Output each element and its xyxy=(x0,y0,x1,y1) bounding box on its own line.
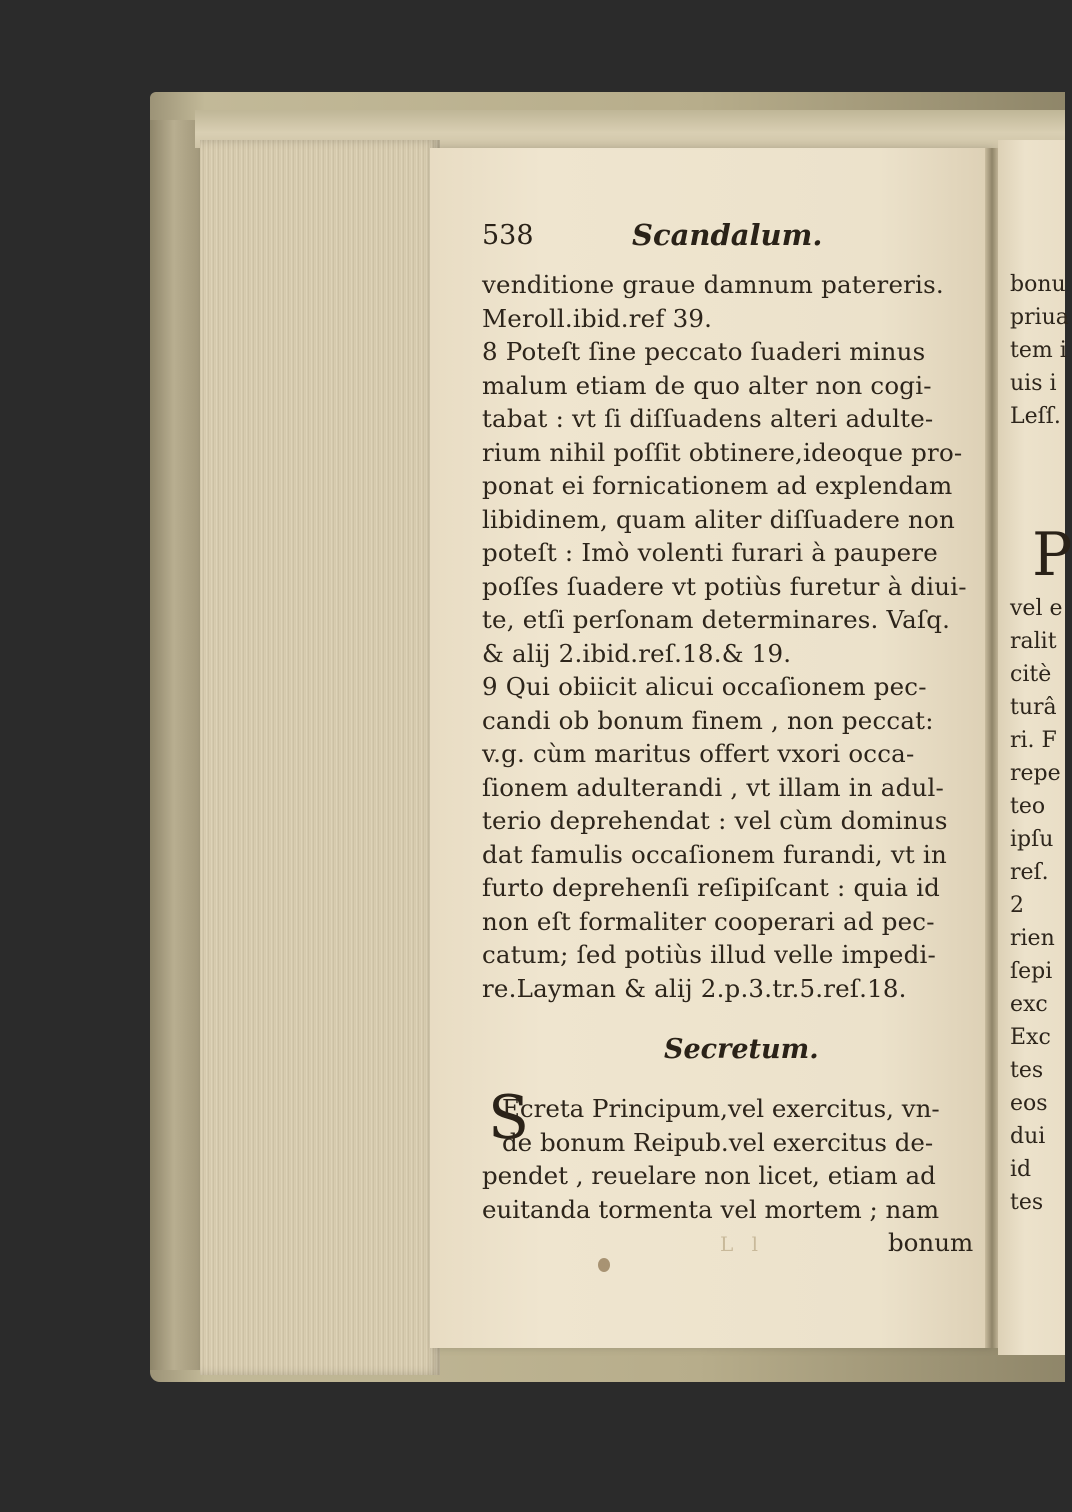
text-line: v.g. cùm maritus offert vxori occa- xyxy=(482,739,915,768)
text-line: dat famulis occaſionem furandi, vt in xyxy=(482,839,947,869)
right-page-drop-cap: P xyxy=(1032,520,1072,590)
right-page-fragment: id xyxy=(1010,1157,1032,1182)
right-page-fragment: uis i xyxy=(1010,371,1057,396)
text-line: venditione graue damnum patereris. xyxy=(482,270,944,299)
right-page-fragment: turâ xyxy=(1010,695,1057,720)
right-page-fragment: eos xyxy=(1010,1091,1048,1116)
text-line: catum; ſed potiùs illud velle impedi- xyxy=(482,940,937,969)
text-line: rium nihil poſſit obtinere,ideoque pro- xyxy=(482,437,963,467)
right-page-fragment: priua xyxy=(1010,305,1069,330)
catchword: bonum xyxy=(888,1228,974,1257)
signature-mark: L l xyxy=(720,1232,765,1256)
right-page-fragment: vel e xyxy=(1010,596,1063,621)
text-line: Ecreta Principum,vel exercitus, vn- xyxy=(502,1094,940,1123)
text-line: 9 Qui obiicit alicui occaſionem pec- xyxy=(482,672,927,701)
right-page-fragment: rien xyxy=(1010,926,1055,951)
right-page-fragment: reſ. xyxy=(1010,860,1049,885)
right-page-fragment: tem i xyxy=(1010,338,1067,363)
text-line: pendet , reuelare non licet, etiam ad xyxy=(482,1161,936,1190)
right-page-fragment: ipſu xyxy=(1010,827,1054,852)
text-line: libidinem, quam aliter diſſuadere non xyxy=(482,504,955,534)
text-line: poteſt : Imò volenti furari à paupere xyxy=(482,538,938,567)
right-page-fragment: teo xyxy=(1010,794,1046,819)
text-line: euitanda tormenta vel mortem ; nam xyxy=(482,1194,940,1224)
right-page-fragment: ri. F xyxy=(1010,728,1057,753)
text-line: tabat : vt ſi diſſuadens alteri adulte- xyxy=(482,404,934,433)
secretum-paragraph xyxy=(482,1092,982,1226)
drop-cap: S xyxy=(488,1083,530,1153)
text-line: de bonum Reipub.vel exercitus de- xyxy=(502,1127,934,1157)
right-page-fragment: Exc xyxy=(1010,1025,1051,1050)
text-line: & alij 2.ibid.reſ.18.& 19. xyxy=(482,638,792,668)
right-page-fragment: citè xyxy=(1010,662,1052,687)
page-fore-edge xyxy=(200,140,440,1375)
text-line: terio deprehendat : vel cùm dominus xyxy=(482,806,948,835)
book-gutter xyxy=(985,148,999,1348)
running-title: Scandalum. xyxy=(632,218,823,252)
text-line: poſſes ſuadere vt potiùs furetur à diui- xyxy=(482,571,967,601)
text-line: malum etiam de quo alter non cogi- xyxy=(482,370,932,400)
right-page-fragment: ſepi xyxy=(1010,959,1053,984)
right-page-fragment: tes xyxy=(1010,1190,1044,1215)
right-page-fragment: dui xyxy=(1010,1124,1046,1149)
body-text xyxy=(482,268,982,1005)
text-line: te, etſi perſonam determinares. Vaſq. xyxy=(482,605,951,634)
right-page-fragment: 2 xyxy=(1010,893,1024,918)
text-line: 8 Poteſt ſine peccato ſuaderi minus xyxy=(482,337,926,366)
right-page-fragment: exc xyxy=(1010,992,1048,1017)
text-line: candi ob bonum finem , non peccat: xyxy=(482,705,934,735)
text-line: ſionem adulterandi , vt illam in adul- xyxy=(482,772,944,802)
right-page-fragment: Leſſ. xyxy=(1010,404,1061,429)
page-number: 538 xyxy=(482,220,534,251)
right-page-fragment: bonu xyxy=(1010,272,1066,297)
text-line: re.Layman & alij 2.p.3.tr.5.reſ.18. xyxy=(482,973,907,1003)
text-line: furto deprehenſi reſipiſcant : quia id xyxy=(482,873,941,902)
text-line: Meroll.ibid.ref 39. xyxy=(482,303,713,333)
right-page-fragment: repe xyxy=(1010,761,1061,786)
text-line: non eſt formaliter cooperari ad pec- xyxy=(482,906,935,936)
section-heading: Secretum. xyxy=(664,1034,819,1065)
right-page-fragment: tes xyxy=(1010,1058,1044,1083)
text-line: ponat ei fornicationem ad explendam xyxy=(482,471,953,500)
ink-stain xyxy=(598,1258,610,1272)
right-page-fragment: ralit xyxy=(1010,629,1057,654)
